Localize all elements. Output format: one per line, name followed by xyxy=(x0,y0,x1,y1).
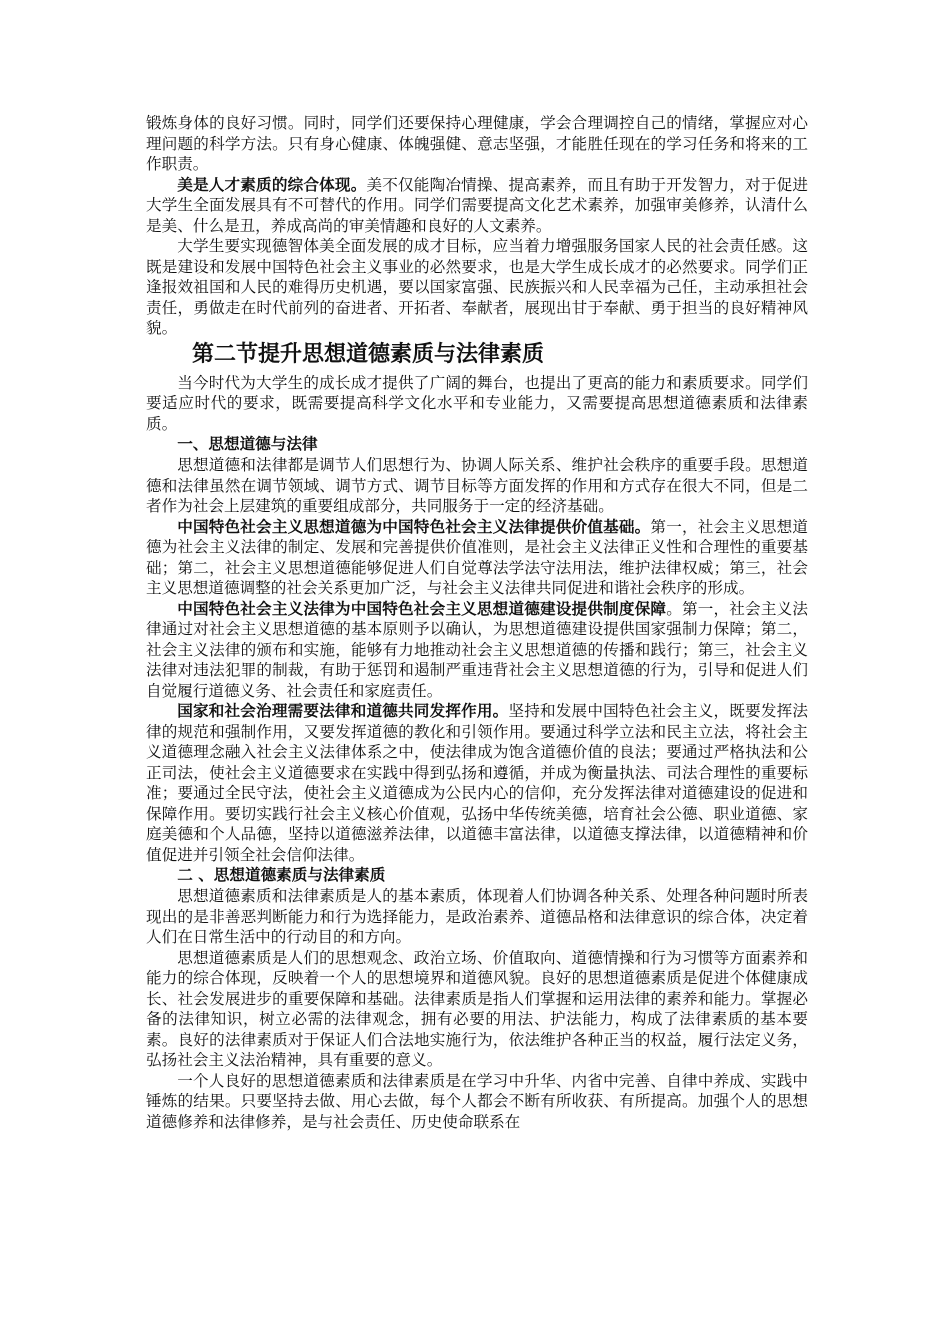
paragraph-value-basis xyxy=(146,517,808,599)
paragraph-responsibility: 大学生要实现德智体美全面发展的成才目标，应当着力增强服务国家人民的社会责任感。这既是建设和发展中国特色社会主义事业的必然要求，也是大学生成长成才的必然要求。同学们正逢报效祖国和人民的难得历史机遇，要以国家富强、民族振兴和人民幸福为己任，主动承担社会责任，勇做走在时代前列的奋进者、开拓者、奉献者，展现出甘于奉献、勇于担当的良好精神风貌。 xyxy=(146,237,808,337)
heading-moral-and-law: 一、思想道德与法律 xyxy=(177,435,318,453)
bold-lead-institutional: 中国特色社会主义法律为中国特色社会主义思想道德建设提供制度保障 xyxy=(177,598,667,618)
paragraph-value-basis-text: 第一，社会主义思想道德为社会主义法律的制定、发展和完善提供价值准则，是社会主义法律正义性和合理性的重要基础；第二，社会主义思想道德能够促进人们自觉尊法学法守法用法，维护法律权威；第三，社会主义思想道德调整的社会关系更加广泛，与社会主义法律共同促进和谐社会秩序的形成。 xyxy=(146,517,808,597)
bold-lead-governance: 国家和社会治理需要法律和道德共同发挥作用。 xyxy=(177,701,509,720)
paragraph-health: 锻炼身体的良好习惯。同时，同学们还要保持心理健康，学会合理调控自己的情绪，掌握应对心理问题的科学方法。只有身心健康、体魄强健、意志坚强，才能胜任现在的学习任务和将来的工作职责。 xyxy=(146,114,808,173)
paragraph-beauty-text: 美不仅能陶冶情操、提高素养，而且有助于开发智力，对于促进大学生全面发展具有不可替代的作用。同学们需要提高文化艺术素养，加强审美修养，认清什么是美、什么是丑，养成高尚的审美情趣和良好的人文素养。 xyxy=(146,175,808,235)
paragraph-governance-text: 坚持和发展中国特色社会主义，既要发挥法律的规范和强制作用，又要发挥道德的教化和引领作用。要通过科学立法和民主立法，将社会主义道德理念融入社会主义法律体系之中，使法律成为饱含道德价值的良法；要通过严格执法和公正司法，使社会主义道德要求在实践中得到弘扬和遵循，并成为衡量执法、司法合理性的重要标准；要通过全民守法，使社会主义道德成为公民内心的信仰，充分发挥法律对道德建设的促进和保障作用。要切实践行社会主义核心价值观，弘扬中华传统美德，培育社会公德、职业道德、家庭美德和个人品德，坚持以道德滋养法律，以道德丰富法律，以道德支撑法律，以道德精神和价值促进并引领全社会信仰法律。 xyxy=(146,702,808,864)
bold-lead-value-basis: 中国特色社会主义思想道德为中国特色社会主义法律提供价值基础。 xyxy=(177,516,651,536)
heading-qualities: 二 、思想道德素质与法律素质 xyxy=(177,866,386,884)
paragraph-beauty xyxy=(146,175,808,237)
paragraph-governance xyxy=(146,701,808,865)
paragraph-cultivation: 一个人良好的思想道德素质和法律素质是在学习中升华、内省中完善、自律中养成、实践中锤炼的结果。只要坚持去做、用心去做，每个人都会不断有所收获、有所提高。加强个人的思想道德修养和法律修养，是与社会责任、历史使命联系在 xyxy=(146,1071,808,1131)
paragraph-moral-qualities: 思想道德素质是人们的思想观念、政治立场、价值取向、道德情操和行为习惯等方面素养和能力的综合体现，反映着一个人的思想境界和道德风貌。良好的思想道德素质是促进个体健康成长、社会发展进步的重要保障和基础。法律素质是指人们掌握和运用法律的素养和能力。掌握必备的法律知识，树立必需的法律观念，拥有必要的用法、护法能力，构成了法律素质的基本要素。良好的法律素质对于保证人们合法地实施行为，依法维护各种正当的权益，履行法定义务，弘扬社会主义法治精神，具有重要的意义。 xyxy=(146,948,808,1069)
paragraph-institutional xyxy=(146,599,808,702)
paragraph-moral-law: 思想道德和法律都是调节人们思想行为、协调人际关系、维护社会秩序的重要手段。思想道德和法律虽然在调节领域、调节方式、调节目标等方面发挥的作用和方式存在很大不同，但是二者作为社会上层建筑的重要组成部分，共同服务于一定的经济基础。 xyxy=(146,456,808,515)
paragraph-institutional-text: 。第一，社会主义法律通过对社会主义思想道德的基本原则予以确认，为思想道德建设提供国家强制力保障；第二，社会主义法律的颁布和实施，能够有力地推动社会主义思想道德的传播和践行；第三，社会主义法律对违法犯罪的制裁，有助于惩罚和遏制严重违背社会主义思想道德的行为，引导和促进人们自觉履行道德义务、社会责任和家庭责任。 xyxy=(146,599,808,700)
document-page xyxy=(146,113,808,1132)
paragraph-basic-qualities: 思想道德素质和法律素质是人的基本素质，体现着人们协调各种关系、处理各种问题时所表现出的是非善恶判断能力和行为选择能力，是政治素养、道德品格和法律意识的综合体，决定着人们在日常生活中的行动目的和方向。 xyxy=(146,887,808,946)
bold-lead-beauty: 美是人才素质的综合体现。 xyxy=(177,174,367,194)
section-title: 第二节提升思想道德素质与法律素质 xyxy=(192,341,545,367)
paragraph-intro: 当今时代为大学生的成长成才提供了广阔的舞台，也提出了更高的能力和素质要求。同学们要适应时代的要求，既需要提高科学文化水平和专业能力，又需要提高思想道德素质和法律素质。 xyxy=(146,373,808,433)
